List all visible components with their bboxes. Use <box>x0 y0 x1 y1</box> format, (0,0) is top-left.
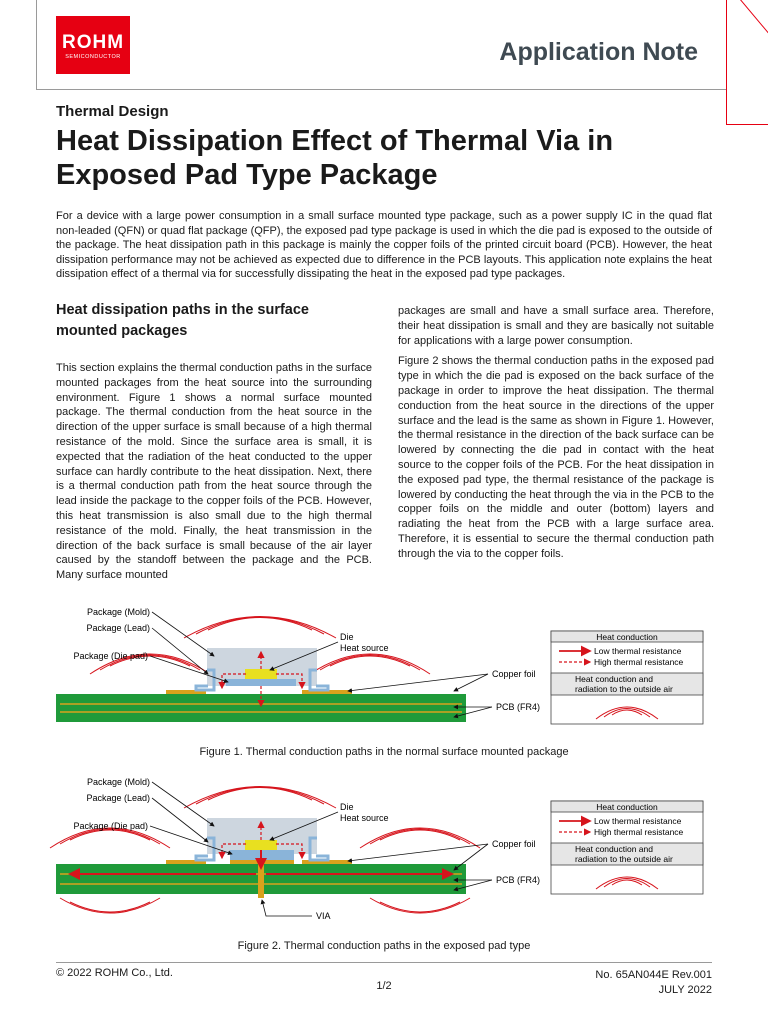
figure-1-caption: Figure 1. Thermal conduction paths in the normal surface mounted package <box>199 746 569 758</box>
intro-paragraph: For a device with a large power consumption in a small surface mounted type package, such as a power supply IC in the quad flat non-leaded (QFN) or quad flat package (QFP), the exposed pad type package is used in which the die pad is exposed to the outside of the package. The heat dissipation path in this package is mainly the copper foils of the printed circuit board (PCB). However, the heat dissipation performance may not be achieved as expected due to difference in the PCB layouts. This application note explains the heat dissipation effect of a thermal via for successfully dissipating the heat in the exposed pad type packages. <box>56 210 712 281</box>
rohm-logo <box>56 16 130 74</box>
label-mold: Package (Mold) <box>86 607 150 617</box>
label-pcb: PCB (FR4) <box>496 875 541 885</box>
page-title <box>56 124 716 192</box>
label-die: Die <box>340 802 354 812</box>
right-column <box>398 304 714 568</box>
logo-brand: ROHM <box>61 32 125 53</box>
radiation-waves-top <box>184 787 336 809</box>
legend-radiation-line-2: radiation to the outside air <box>575 684 673 694</box>
header-frame-vertical <box>36 0 37 90</box>
footer-copyright: © 2022 ROHM Co., Ltd. <box>56 967 173 979</box>
footer-page-number: 1/2 <box>376 980 392 992</box>
figure-1 <box>0 600 768 760</box>
legend-radiation-line-2: radiation to the outside air <box>575 854 673 864</box>
die <box>245 840 277 850</box>
legend-heat-conduction: Heat conduction <box>596 802 658 812</box>
label-heat-source: Heat source <box>340 813 389 823</box>
figure-1-diagram <box>0 600 768 760</box>
legend-radiation-line-1: Heat conduction and <box>575 674 653 684</box>
legend-high: High thermal resistance <box>594 827 684 837</box>
header-frame-horizontal <box>36 89 726 90</box>
header-accent-vertical <box>726 0 727 124</box>
footer-divider <box>56 962 712 963</box>
legend-low: Low thermal resistance <box>594 816 682 826</box>
legend-box <box>551 631 703 724</box>
die <box>245 669 277 679</box>
label-die-pad: Package (Die pad) <box>73 651 148 661</box>
left-paragraph: This section explains the thermal conduction paths in the surface mounted packages from the heat source into the surrounding environment. Figure 1 shows a normal surface mounted package. The thermal conduction from the heat source in the direction of the upper surface is small because of a high thermal resistance of the mold. Since the surface area is small, it is expected that the radiation of the heat conducted to the upper surface can hardly contribute to the heat dissipation. Next, there is a thermal conduction path from the heat source through the lead inside the package to the copper foils of the PCB. However, this heat transmission is also small due to the high thermal resistance of the mold. Finally, the heat transmission in the direction of the back surface is small because of the air layer caused by the standoff between the package and the PCB. Many surface mounted <box>56 362 372 582</box>
category-label: Thermal Design <box>56 103 169 120</box>
label-pcb: PCB (FR4) <box>496 702 541 712</box>
package-die-pad <box>226 679 296 686</box>
legend-radiation-line-1: Heat conduction and <box>575 844 653 854</box>
label-heat-source: Heat source <box>340 643 389 653</box>
footer-doc-number: No. 65AN044E Rev.001 <box>595 969 712 981</box>
label-mold: Package (Mold) <box>86 777 150 787</box>
legend-high: High thermal resistance <box>594 657 684 667</box>
label-die: Die <box>340 632 354 642</box>
label-die-pad: Package (Die pad) <box>73 821 148 831</box>
left-column <box>56 300 372 589</box>
logo-subtext: SEMICONDUCTOR <box>65 54 121 60</box>
label-lead: Package (Lead) <box>86 793 150 803</box>
footer-doc-info <box>595 968 712 998</box>
radiation-waves-top <box>184 617 336 639</box>
figure-2 <box>0 770 768 955</box>
legend-box <box>551 801 703 894</box>
title-line-1: Heat Dissipation Effect of Thermal Via in <box>56 125 614 157</box>
header-accent-diagonal <box>735 0 768 36</box>
label-lead: Package (Lead) <box>86 623 150 633</box>
label-via: VIA <box>316 911 331 921</box>
legend-heat-conduction: Heat conduction <box>596 632 658 642</box>
document-type: Application Note <box>499 38 698 66</box>
footer-date: JULY 2022 <box>658 984 712 996</box>
section-heading: Heat dissipation paths in the surface mounted packages <box>56 302 309 339</box>
right-paragraph-2: Figure 2 shows the thermal conduction paths in the exposed pad type in which the die pad is exposed on the back surface of the package in order to improve the heat dissipation. The thermal conduction from the heat source in the directions of the upper surface and the lead is the same as shown in Figure 1. However, the thermal resistance in the direction of the back surface can be lowered by connecting the die pad in contact with the heat source to the copper foils of the PCB. For the heat dissipation in the exposed pad type, the thermal resistance of the package is lowered by conducting the heat through the via in the PCB to the copper foils on the middle and outer (bottom) layers and radiating the heat from the PCB with a large surface area. Therefore, it is essential to secure the thermal conduction path through the via to the copper foils. <box>398 355 714 560</box>
label-copper-foil: Copper foil <box>492 669 536 679</box>
figure-2-diagram <box>0 770 768 955</box>
title-line-2: Exposed Pad Type Package <box>56 159 438 191</box>
legend-low: Low thermal resistance <box>594 646 682 656</box>
figure-2-caption: Figure 2. Thermal conduction paths in the exposed pad type <box>237 940 531 952</box>
header-accent-horizontal <box>726 124 768 125</box>
label-copper-foil: Copper foil <box>492 839 536 849</box>
right-paragraph-1: packages are small and have a small surface area. Therefore, their heat dissipation is small and they are basically not suitable for applications with a large power consumption. <box>398 305 714 347</box>
